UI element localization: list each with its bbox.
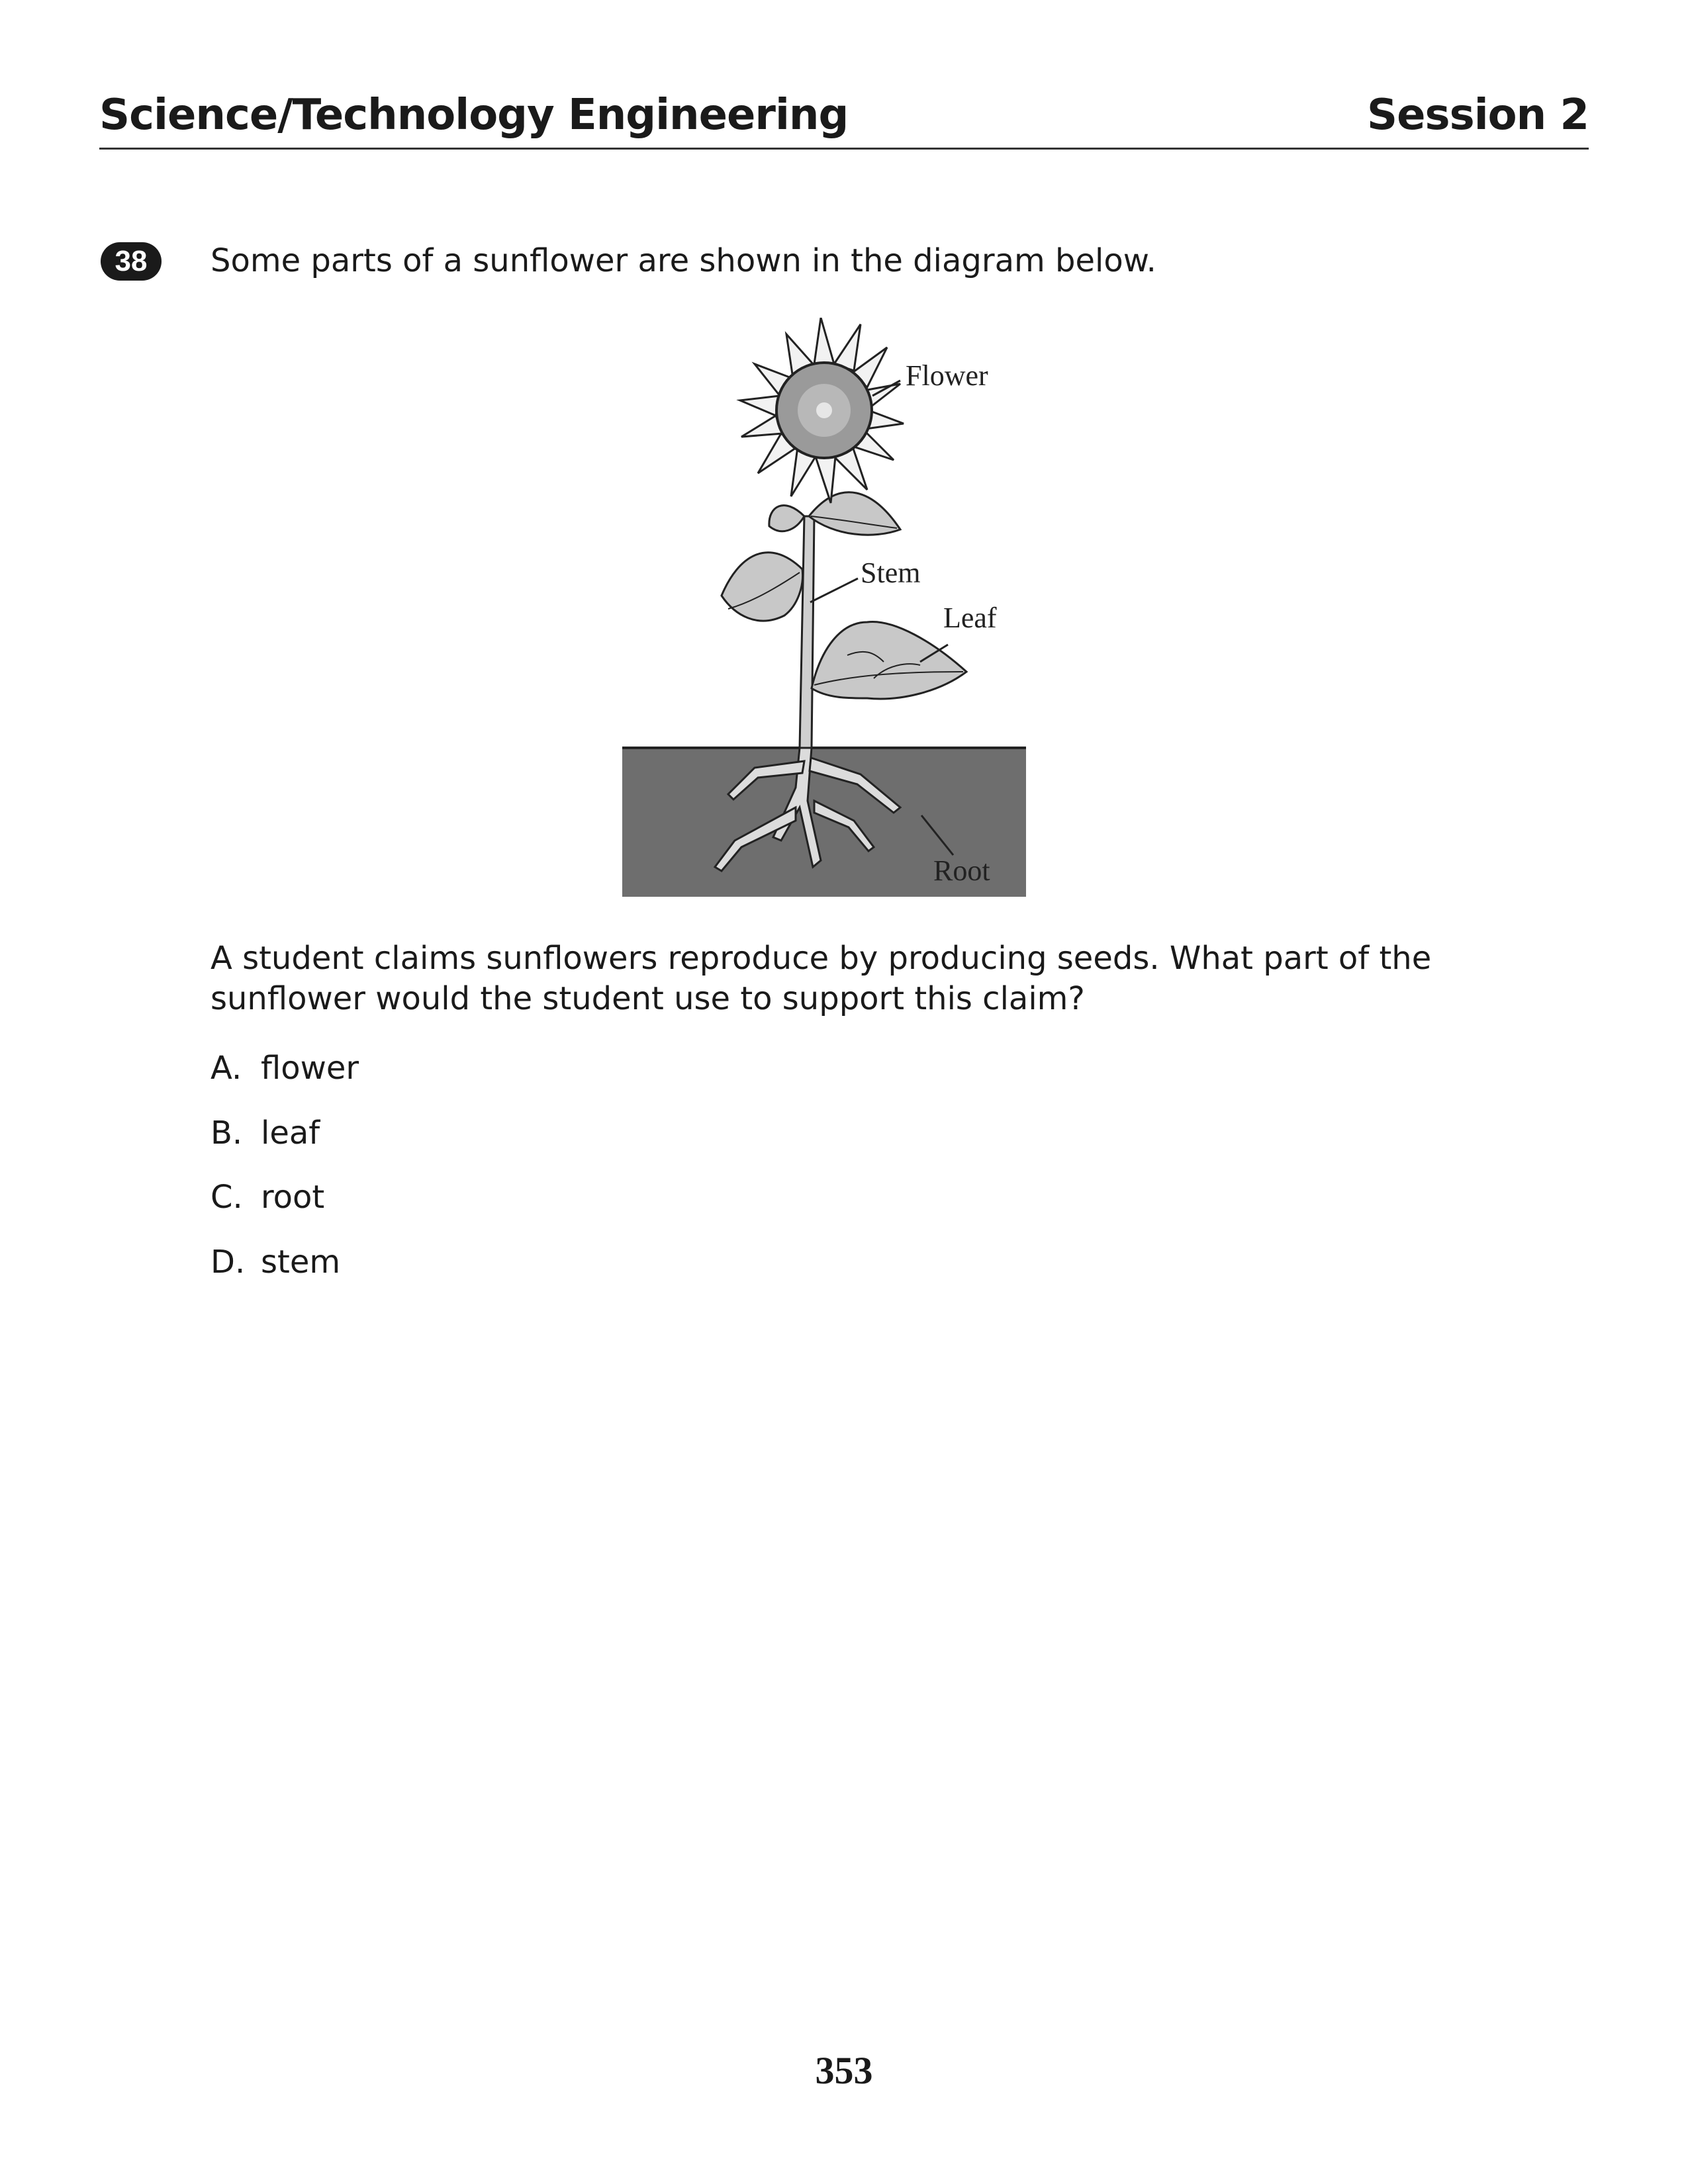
page-number: 353	[815, 2049, 873, 2092]
choice-text: root	[261, 1179, 325, 1216]
stem	[800, 516, 814, 748]
choice-a[interactable]	[211, 1047, 359, 1089]
choice-text: leaf	[261, 1115, 320, 1152]
choice-letter: D.	[211, 1244, 246, 1281]
leaf-upper-left	[769, 506, 804, 531]
stem-leader	[810, 578, 858, 602]
sunflower-diagram	[622, 318, 1033, 900]
label-flower: Flower	[906, 359, 988, 392]
choice-letter: C.	[211, 1179, 243, 1216]
subject-title: Science/Technology Engineering	[99, 91, 849, 140]
choice-letter: A.	[211, 1050, 242, 1087]
choice-text: stem	[261, 1244, 341, 1281]
page-header	[99, 85, 1589, 150]
choice-c[interactable]	[211, 1176, 324, 1218]
label-root: Root	[933, 854, 990, 887]
question-prompt: Some parts of a sunflower are shown in the diagram below.	[211, 242, 1156, 279]
choice-d[interactable]	[211, 1241, 340, 1283]
label-leaf: Leaf	[943, 602, 997, 634]
label-stem: Stem	[861, 557, 921, 589]
question-number-badge: 38	[101, 242, 162, 281]
session-label: Session 2	[1367, 91, 1589, 140]
leaf-upper-right	[809, 492, 900, 535]
question-text: A student claims sunflowers reproduce by producing seeds. What part of the sunflower would the student use to support this claim?	[211, 940, 1432, 1017]
choice-text: flower	[261, 1050, 359, 1087]
choice-b[interactable]	[211, 1112, 320, 1154]
choice-letter: B.	[211, 1115, 243, 1152]
leaf-small-left	[722, 553, 803, 621]
